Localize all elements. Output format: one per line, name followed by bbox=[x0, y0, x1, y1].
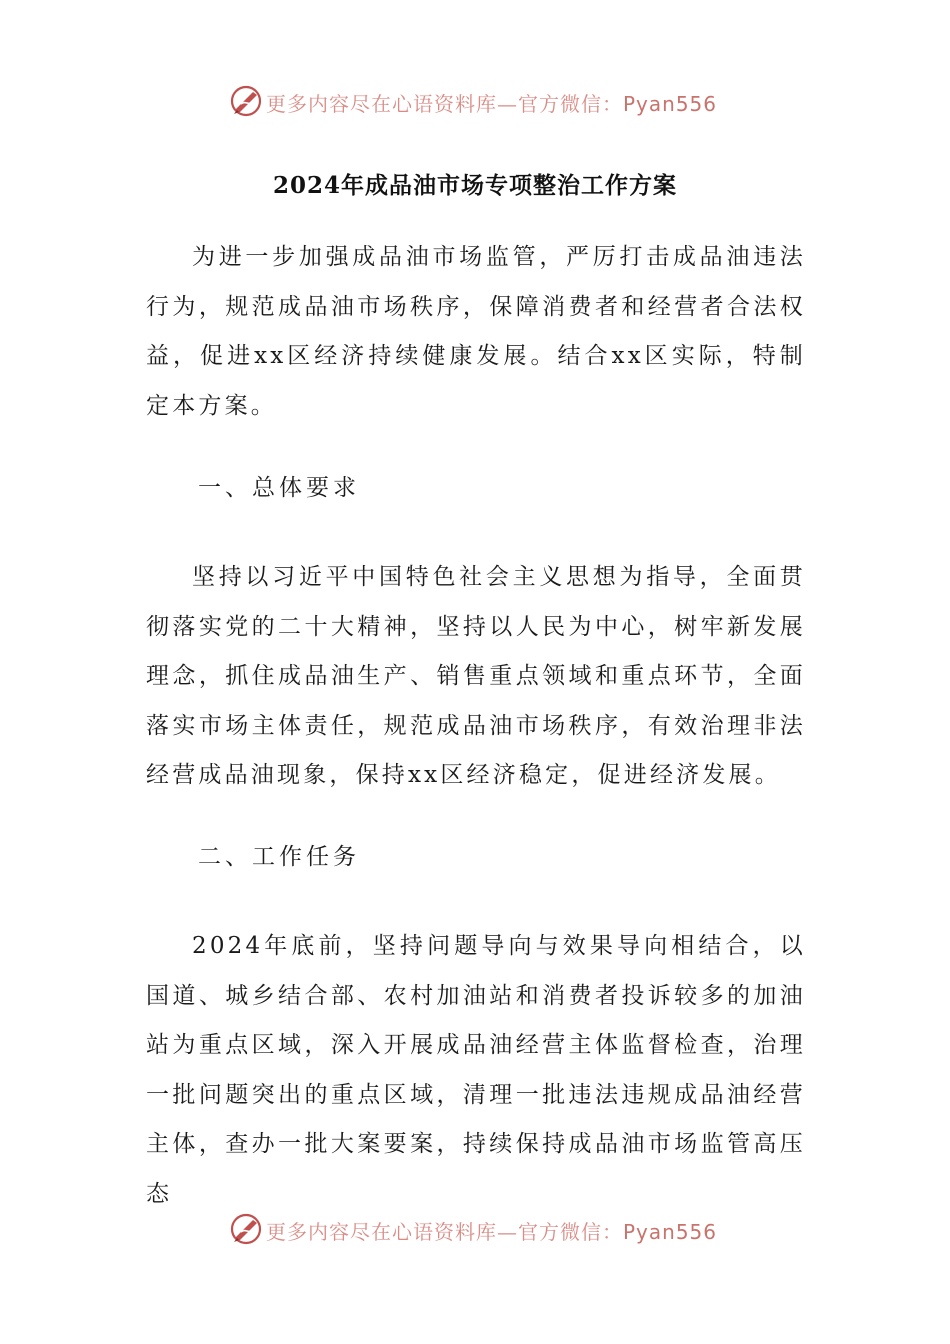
watermark-label: 更多内容尽在心语资料库—官方微信： bbox=[266, 1220, 623, 1244]
document-title: 2024年成品油市场专项整治工作方案 bbox=[272, 172, 677, 200]
section-heading-work-tasks: 二、工作任务 bbox=[198, 844, 360, 870]
section-body-general-requirements: 坚持以习近平中国特色社会主义思想为指导，全面贯彻落实党的二十大精神，坚持以人民为中心，树牢新发展理念，抓住成品油生产、销售重点领域和重点环节，全面落实市场主体责任，规范成品油市场秩序，有效治理非法经营成品油现象，保持xx区经济稳定，促进经济发展。 bbox=[146, 564, 806, 788]
pen-logo-icon bbox=[229, 1212, 263, 1246]
watermark-wechat-id: Pyan556 bbox=[623, 1220, 718, 1244]
pen-logo-icon bbox=[229, 84, 263, 118]
watermark-banner-bottom bbox=[0, 1208, 950, 1252]
watermark-text bbox=[266, 88, 717, 117]
section-heading-general-requirements: 一、总体要求 bbox=[198, 475, 360, 501]
watermark-banner-top bbox=[0, 80, 950, 124]
watermark-wechat-id: Pyan556 bbox=[623, 92, 718, 116]
watermark-text bbox=[266, 1216, 717, 1245]
intro-paragraph: 为进一步加强成品油市场监管，严厉打击成品油违法行为，规范成品油市场秩序，保障消费者和经营者合法权益，促进xx区经济持续健康发展。结合xx区实际，特制定本方案。 bbox=[146, 244, 806, 419]
section-body-work-tasks: 2024年底前，坚持问题导向与效果导向相结合，以国道、城乡结合部、农村加油站和消费者投诉较多的加油站为重点区域，深入开展成品油经营主体监督检查，治理一批问题突出的重点区域，清理一批违法违规成品油经营主体，查办一批大案要案，持续保持成品油市场监管高压态 bbox=[146, 933, 806, 1207]
watermark-label: 更多内容尽在心语资料库—官方微信： bbox=[266, 92, 623, 116]
